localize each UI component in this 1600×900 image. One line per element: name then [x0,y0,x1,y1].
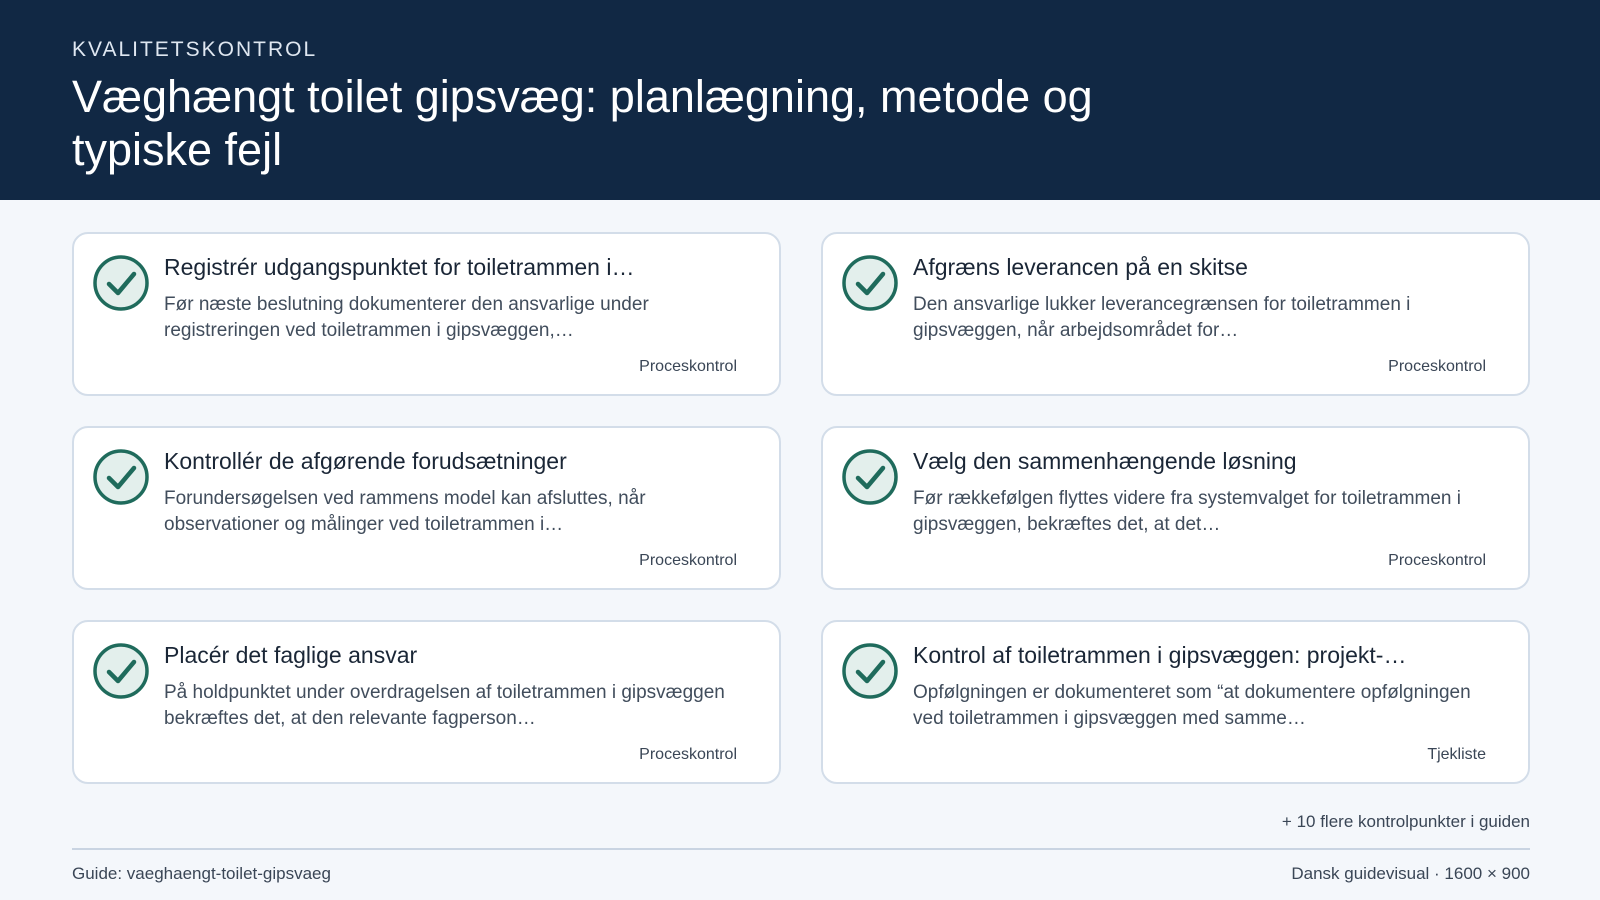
card-title: Placér det faglige ansvar [164,642,418,668]
card-title: Registrér udgangspunktet for toiletrammen i… [164,254,635,280]
checkpoint-card[interactable] [821,620,1530,784]
check-circle-icon [92,254,150,312]
card-description: Opfølgningen er dokumenteret som “at dokumentere opfølgningen ved toiletrammen i gipsvæggen med samme… [913,682,1471,729]
footer-caption: Dansk guidevisual · 1600 × 900 [1291,864,1530,883]
card-description: Den ansvarlige lukker leverancegrænsen for toiletrammen i gipsvæggen, når arbejdsområdet for… [913,294,1411,341]
card-description: Før næste beslutning dokumenterer den ansvarlige under registreringen ved toiletrammen i gipsvæggen,… [164,294,649,341]
card-title: Afgræns leverancen på en skitse [913,254,1248,280]
checkpoint-card[interactable] [72,620,781,784]
card-title: Kontrol af toiletrammen i gipsvæggen: projekt-… [913,642,1407,668]
check-circle-icon [841,254,899,312]
checkpoint-card[interactable] [72,232,781,396]
card-category: Proceskontrol [639,746,737,763]
card-title: Kontrollér de afgørende forudsætninger [164,448,567,474]
check-circle-icon [92,642,150,700]
card-category: Proceskontrol [639,552,737,569]
card-description: Forundersøgelsen ved rammens model kan afsluttes, når observationer og målinger ved toiletrammen i… [164,488,646,535]
card-description: På holdpunktet under overdragelsen af toiletrammen i gipsvæggen bekræftes det, at den relevante fagperson… [164,682,725,729]
page-title: Væghængt toilet gipsvæg: planlægning, metode og typiske fejl [72,71,1093,175]
checkpoint-card[interactable] [72,426,781,590]
card-description: Før rækkefølgen flyttes videre fra systemvalget for toiletrammen i gipsvæggen, bekræftes det, at det… [913,488,1461,535]
check-circle-icon [841,642,899,700]
more-checkpoints-link[interactable]: + 10 flere kontrolpunkter i guiden [1281,812,1530,831]
checkpoint-card[interactable] [821,232,1530,396]
footer-guide-slug: Guide: vaeghaengt-toilet-gipsvaeg [72,864,331,883]
card-category: Tjekliste [1427,746,1486,763]
card-category: Proceskontrol [639,358,737,375]
checkpoint-card[interactable] [821,426,1530,590]
check-circle-icon [841,448,899,506]
checkpoint-grid [72,232,1530,784]
card-category: Proceskontrol [1388,358,1486,375]
card-category: Proceskontrol [1388,552,1486,569]
eyebrow-label: KVALITETSKONTROL [72,38,318,61]
card-title: Vælg den sammenhængende løsning [913,448,1297,474]
check-circle-icon [92,448,150,506]
page-header [0,0,1600,200]
footer-divider [72,848,1530,850]
